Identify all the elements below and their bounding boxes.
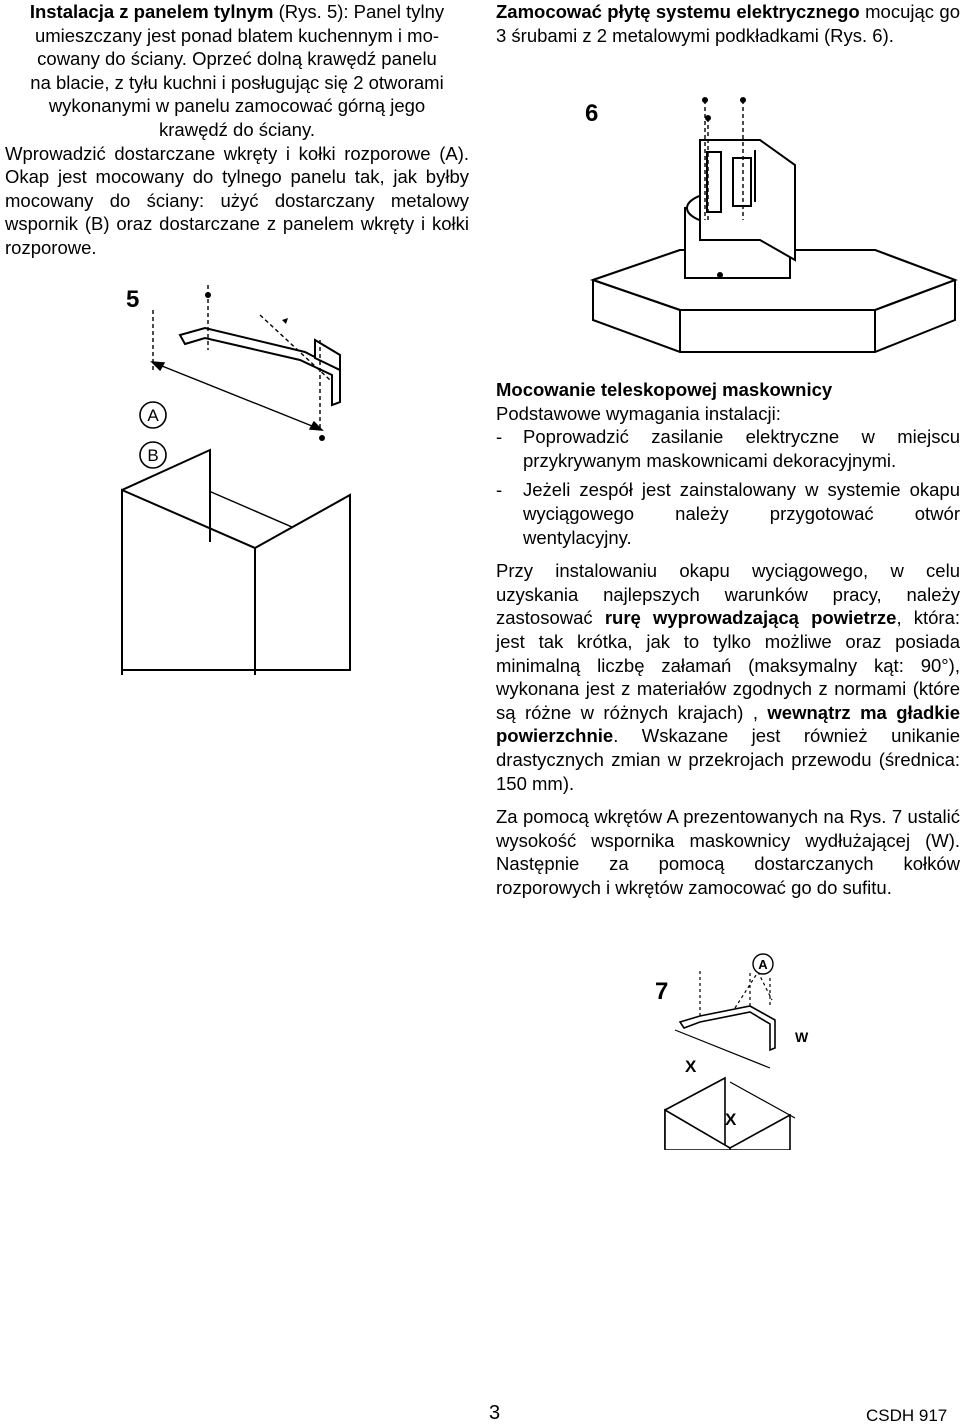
exhaust-bold-1: rurę wyprowadzającą powietrze: [604, 607, 897, 629]
figure-5-number: 5: [126, 286, 140, 313]
intro-line-1: [30, 1, 444, 22]
figure-6-drawing: [585, 90, 960, 355]
figure-5: [100, 280, 360, 680]
requirement-text: Poprowadzić zasilanie elektryczne w miejscu przykrywanym maskownicami dekoracyjnymi.: [523, 426, 960, 471]
bracket-height-paragraph: Za pomocą wkrętów A prezentowanych na Rys. 7 ustalić wysokość wspornika maskownicy wydłużającej (W). Następnie za pomocą dostarczanych kołków rozporowych i wkrętów zamocować go do sufitu.: [496, 806, 960, 898]
intro-line-5: wykonanymi w panelu zamocować górną jego: [48, 95, 426, 117]
telescopic-heading-text: Mocowanie teleskopowej maskownicy: [496, 379, 833, 400]
exhaust-bold-2: wewnątrz ma gładkie powierzchnie: [496, 701, 960, 747]
right-column-top: [496, 0, 960, 47]
exhaust-text-3: . Wskazane jest również unikanie drastycznych zmian w przekrojach przewodu (średnica: 150 mm).: [496, 725, 960, 794]
intro-paragraph: [5, 0, 469, 142]
exhaust-text-2: , która: jest tak krótka, jak to tylko możliwe oraz posiada minimalną liczbę załamań (maksymalny kąt: 90°), wykonana jest z materiałów zgodnych z normami (które są różne w różnych krajach) ,: [496, 607, 960, 723]
electrical-plate-bold: Zamocować płytę systemu elektrycznego: [496, 1, 860, 22]
electrical-plate-rest: mocując go 3 śrubami z 2 metalowymi podkładkami (Rys. 6).: [496, 1, 960, 46]
intro-line-2: umieszczany jest ponad blatem kuchennym i mo-: [34, 24, 440, 46]
figure-5-drawing: [100, 280, 360, 680]
intro-line-6: krawędź do ściany.: [159, 118, 315, 140]
figure-5-label-b: B: [147, 446, 159, 465]
exhaust-pipe-paragraph: [496, 559, 960, 795]
intro-line-1-rest: (Rys. 5): Panel tylny: [273, 1, 445, 22]
figure-7-label-x1: X: [685, 1057, 697, 1076]
requirement-dash: -: [496, 426, 503, 448]
intro-line-4: na blacie, z tyłu kuchni i posługując się 2 otworami: [30, 71, 444, 93]
page-number: 3: [489, 1402, 501, 1424]
figure-7-label-x2: X: [725, 1110, 737, 1129]
requirements-subheading: Podstawowe wymagania instalacji:: [496, 402, 781, 424]
figure-6-number: 6: [585, 100, 599, 127]
figure-6: [585, 90, 960, 355]
intro-line-3: cowany do ściany. Oprzeć dolną krawędź panelu: [37, 48, 437, 70]
left-column: [5, 0, 469, 260]
requirement-text: Jeżeli zespół jest zainstalowany w systemie okapu wyciągowego należy przygotować otwór wentylacyjny.: [523, 479, 960, 548]
requirement-item: [496, 425, 960, 472]
section-heading-back-panel: Instalacja z panelem tylnym: [29, 1, 274, 22]
electrical-plate-paragraph: [496, 0, 960, 47]
figure-7: [650, 950, 820, 1150]
right-column-main: [496, 378, 960, 899]
telescopic-heading: [496, 378, 960, 402]
exhaust-text-1: Przy instalowaniu okapu wyciągowego, w celu uzyskania najlepszych warunków pracy, należy zastosować: [496, 560, 960, 629]
figure-5-label-a: A: [147, 406, 159, 425]
figure-7-number: 7: [655, 978, 669, 1005]
screws-paragraph: Wprowadzić dostarczane wkręty i kołki rozporowe (A). Okap jest mocowany do tylnego panelu tak, jak byłby mocowany do ściany: użyć dostarczany metalowy wspornik (B) oraz dostarczane z panelem wkręty i kołki rozporowe.: [5, 142, 469, 258]
requirement-dash: -: [496, 479, 503, 501]
figure-7-drawing: [650, 950, 820, 1150]
requirement-item: [496, 478, 960, 549]
figure-7-label-a: A: [758, 957, 768, 972]
document-code: CSDH 917: [866, 1406, 948, 1425]
figure-7-label-w: W: [795, 1029, 809, 1045]
